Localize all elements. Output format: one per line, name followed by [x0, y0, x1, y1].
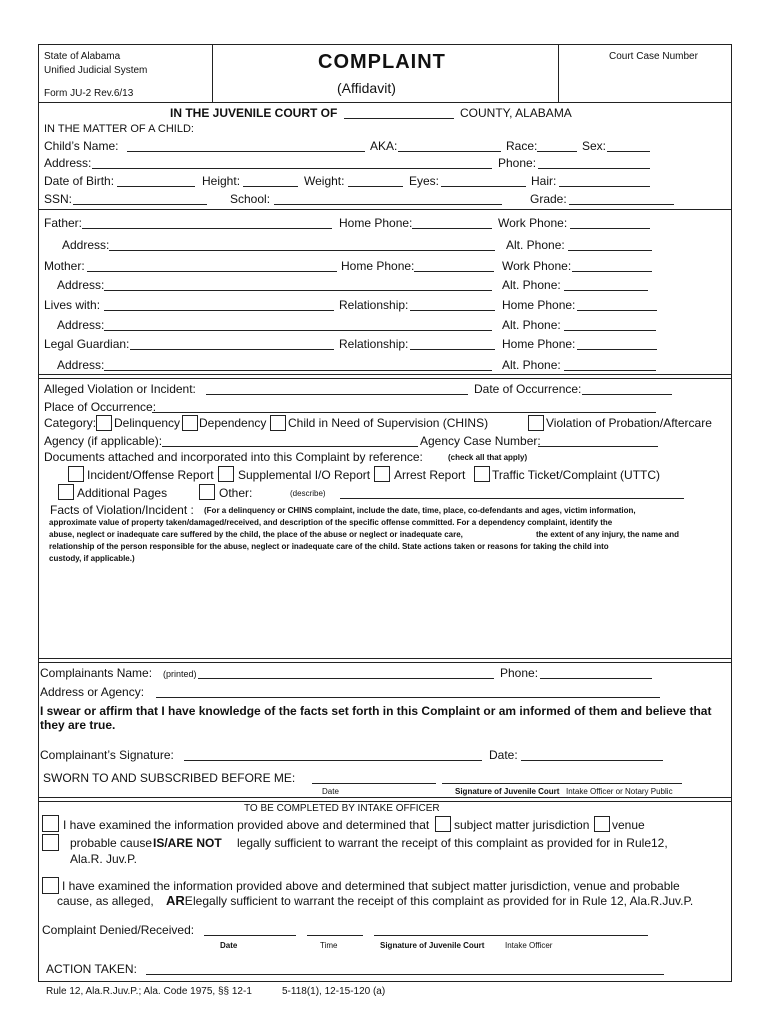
intake-are-bold: AR — [166, 893, 185, 908]
mother-work-phone-field[interactable] — [572, 260, 652, 272]
race-label: Race: — [506, 139, 538, 153]
intake-p2-c: legally sufficient to warrant the receipt of this complaint as provided for in Rule 12, Ala.R.Juv.P. — [193, 894, 694, 908]
place-label: Place of Occurrence: — [44, 400, 157, 414]
section-divider — [38, 797, 732, 802]
intake-date-field[interactable] — [204, 924, 296, 936]
probable-cause-checkbox[interactable] — [42, 834, 59, 851]
guardian-field[interactable] — [130, 338, 334, 350]
intake-pc-label: probable cause — [70, 836, 153, 850]
aka-field[interactable] — [398, 140, 501, 152]
dob-field[interactable] — [117, 175, 195, 187]
intake-signature-field[interactable] — [374, 924, 648, 936]
facts-label: Facts of Violation/Incident : — [50, 503, 194, 517]
intake-time-field[interactable] — [307, 924, 363, 936]
agency-label: Agency (if applicable): — [44, 434, 163, 448]
father-address-label: Address: — [62, 238, 110, 252]
sworn-signature-field[interactable] — [442, 772, 682, 784]
complaint-status-label: Complaint Denied/Received: — [42, 923, 195, 937]
agency-case-label: Agency Case Number: — [420, 434, 541, 448]
body-border-left — [38, 103, 39, 801]
complainant-address-label: Address or Agency: — [40, 685, 145, 699]
not-sufficient-checkbox[interactable] — [42, 815, 59, 832]
facts-instruction-3a: abuse, neglect or inadequate care suffered by the child, the place of the abuse or neglect or inadequate care, — [49, 530, 463, 539]
weight-field[interactable] — [348, 175, 403, 187]
sworn-signature-caption-bold: Signature of Juvenile Court — [455, 787, 560, 796]
sex-label: Sex: — [582, 139, 607, 153]
mother-work-phone-label: Work Phone: — [502, 259, 572, 273]
intake-border-left — [38, 801, 39, 981]
action-taken-field[interactable] — [146, 963, 664, 975]
father-home-phone-field[interactable] — [412, 217, 492, 229]
dob-label: Date of Birth: — [44, 174, 115, 188]
footer-code: 5-118(1), 12-15-120 (a) — [282, 986, 386, 997]
complainant-name-label: Complainants Name: — [40, 666, 153, 680]
agency-case-field[interactable] — [538, 435, 658, 447]
county-field[interactable] — [344, 107, 454, 119]
sufficient-checkbox[interactable] — [42, 877, 59, 894]
guardian-home-phone-field[interactable] — [577, 338, 657, 350]
court-line-prefix: IN THE JUVENILE COURT OF — [170, 106, 338, 120]
hair-field[interactable] — [559, 175, 650, 187]
date-occurrence-label: Date of Occurrence: — [474, 382, 582, 396]
alleged-label: Alleged Violation or Incident: — [44, 382, 196, 396]
incident-report-label: Incident/Offense Report — [87, 468, 214, 482]
body-border-right — [731, 103, 732, 801]
oath-statement: I swear or affirm that I have knowledge of the facts set forth in this Complaint or am informed of them and believe that they are true. — [40, 704, 712, 732]
venue-checkbox[interactable] — [594, 816, 610, 832]
category-label: Category: — [44, 416, 97, 430]
date-occurrence-field[interactable] — [582, 383, 672, 395]
chins-checkbox[interactable] — [270, 415, 286, 431]
guardian-label: Legal Guardian: — [44, 337, 130, 351]
mother-address-field[interactable] — [104, 279, 492, 291]
height-field[interactable] — [243, 175, 298, 187]
lives-with-alt-phone-label: Alt. Phone: — [502, 318, 561, 332]
ssn-label: SSN: — [44, 192, 73, 206]
intake-p2-a: I have examined the information provided above and determined that subject matter jurisdiction, venue and probable — [62, 879, 680, 893]
intake-heading: TO BE COMPLETED BY INTAKE OFFICER — [244, 803, 440, 814]
facts-instruction-4: relationship of the person responsible for the abuse, neglect or inadequate care of the child. State actions taken or reasons for taking the child into — [49, 542, 609, 551]
agency-field[interactable] — [162, 435, 418, 447]
grade-field[interactable] — [569, 193, 674, 205]
supplemental-label: Supplemental I/O Report — [238, 468, 371, 482]
additional-pages-label: Additional Pages — [77, 486, 168, 500]
other-describe-field[interactable] — [340, 487, 684, 499]
footer-rule: Rule 12, Ala.R.Juv.P.; Ala. Code 1975, §§ 12-1 — [46, 986, 252, 997]
complainant-date-label: Date: — [489, 748, 518, 762]
father-alt-phone-label: Alt. Phone: — [506, 238, 565, 252]
lives-with-label: Lives with: — [44, 298, 101, 312]
father-address-field[interactable] — [109, 239, 495, 251]
father-home-phone-label: Home Phone: — [339, 216, 413, 230]
dependency-checkbox[interactable] — [182, 415, 198, 431]
mother-address-label: Address: — [57, 278, 105, 292]
facts-instruction-1: (For a delinquency or CHINS complaint, include the date, time, place, co-defendants and ages, victim information, — [204, 506, 636, 515]
school-label: School: — [230, 192, 271, 206]
lives-with-home-phone-field[interactable] — [577, 299, 657, 311]
facts-instruction-2: approximate value of property taken/damaged/received, and description of the specific offense committed. For a dependency complaint, identify the — [49, 518, 613, 527]
complainant-phone-label: Phone: — [500, 666, 539, 680]
intake-p1-a: I have examined the information provided above and determined that — [63, 818, 430, 832]
intake-date-caption: Date — [220, 941, 238, 950]
mother-alt-phone-label: Alt. Phone: — [502, 278, 561, 292]
system-label: Unified Judicial System — [44, 65, 148, 76]
guardian-home-phone-label: Home Phone: — [502, 337, 576, 351]
facts-instruction-5: custody, if applicable.) — [49, 554, 135, 563]
race-field[interactable] — [537, 140, 577, 152]
intake-venue-label: venue — [612, 818, 645, 832]
intake-p2-b: cause, as alleged, — [57, 894, 154, 908]
weight-label: Weight: — [304, 174, 345, 188]
sworn-signature-caption: Intake Officer or Notary Public — [566, 787, 673, 796]
lives-with-address-field[interactable] — [104, 319, 492, 331]
child-name-field[interactable] — [127, 140, 365, 152]
mother-label: Mother: — [44, 259, 85, 273]
sex-field[interactable] — [607, 140, 650, 152]
delinquency-label: Delinquency — [114, 416, 181, 430]
header-divider-right — [558, 44, 559, 103]
arrest-label: Arrest Report — [394, 468, 466, 482]
father-alt-phone-field[interactable] — [568, 239, 652, 251]
describe-note: (describe) — [290, 489, 326, 498]
child-phone-field[interactable] — [538, 157, 650, 169]
probation-checkbox[interactable] — [528, 415, 544, 431]
intake-are-e: E — [184, 894, 193, 908]
complainant-signature-label: Complainant’s Signature: — [40, 748, 174, 762]
intake-signature-caption-bold: Signature of Juvenile Court — [380, 941, 485, 950]
ssn-field[interactable] — [73, 193, 207, 205]
incident-report-checkbox[interactable] — [68, 466, 84, 482]
lives-with-field[interactable] — [104, 299, 334, 311]
docs-attached-label: Documents attached and incorporated into this Complaint by reference: — [44, 450, 423, 464]
father-work-phone-label: Work Phone: — [498, 216, 568, 230]
aka-label: AKA: — [370, 139, 398, 153]
intake-p1-b: legally sufficient to warrant the receipt of this complaint as provided for in Rule12, — [237, 836, 668, 850]
lives-with-alt-phone-field[interactable] — [564, 319, 656, 331]
section-divider — [38, 374, 732, 379]
other-checkbox[interactable] — [199, 484, 215, 500]
child-phone-label: Phone: — [498, 156, 537, 170]
mother-home-phone-field[interactable] — [414, 260, 494, 272]
father-work-phone-field[interactable] — [570, 217, 650, 229]
header-divider-left — [212, 44, 213, 103]
alleged-field[interactable] — [206, 383, 468, 395]
guardian-relationship-field[interactable] — [410, 338, 495, 350]
sworn-date-caption: Date — [322, 787, 339, 796]
intake-bottom-border — [38, 981, 732, 982]
probation-label: Violation of Probation/Aftercare — [546, 416, 712, 430]
state-label: State of Alabama — [44, 51, 121, 62]
chins-label: Child in Need of Supervision (CHINS) — [288, 416, 489, 430]
additional-pages-checkbox[interactable] — [58, 484, 74, 500]
father-field[interactable] — [82, 217, 332, 229]
page-subtitle: (Affidavit) — [337, 80, 396, 96]
intake-time-caption: Time — [320, 941, 338, 950]
father-label: Father: — [44, 216, 83, 230]
lives-with-relationship-field[interactable] — [410, 299, 495, 311]
mother-alt-phone-field[interactable] — [564, 279, 648, 291]
intake-smj-label: subject matter jurisdiction — [454, 818, 590, 832]
complainant-address-field[interactable] — [156, 686, 660, 698]
facts-text-area[interactable] — [44, 568, 728, 656]
lives-with-home-phone-label: Home Phone: — [502, 298, 576, 312]
child-address-label: Address: — [44, 156, 92, 170]
page-title: COMPLAINT — [318, 51, 446, 73]
intake-signature-caption: Intake Officer — [505, 941, 553, 950]
guardian-alt-phone-field[interactable] — [564, 359, 656, 371]
eyes-field[interactable] — [441, 175, 526, 187]
court-line-suffix: COUNTY, ALABAMA — [460, 106, 572, 120]
supplemental-checkbox[interactable] — [218, 466, 234, 482]
facts-instruction-3b: the extent of any injury, the name and — [536, 530, 679, 539]
traffic-checkbox[interactable] — [474, 466, 490, 482]
intake-border-right — [731, 801, 732, 981]
lives-with-address-label: Address: — [57, 318, 105, 332]
matter-label: IN THE MATTER OF A CHILD: — [44, 123, 194, 135]
intake-p2-are — [166, 893, 193, 908]
smj-checkbox[interactable] — [435, 816, 451, 832]
place-field[interactable] — [152, 401, 656, 413]
complainant-name-field[interactable] — [198, 667, 494, 679]
height-label: Height: — [202, 174, 241, 188]
divider — [38, 209, 732, 210]
eyes-label: Eyes: — [409, 174, 440, 188]
printed-note: (printed) — [163, 669, 197, 679]
check-all-note: (check all that apply) — [448, 453, 528, 462]
mother-field[interactable] — [87, 260, 337, 272]
child-address-field[interactable] — [92, 157, 492, 169]
complainant-signature-field[interactable] — [184, 749, 482, 761]
other-label: Other: — [219, 486, 253, 500]
intake-isnot: IS/ARE NOT — [153, 836, 222, 850]
school-field[interactable] — [274, 193, 502, 205]
dependency-label: Dependency — [199, 416, 267, 430]
arrest-checkbox[interactable] — [374, 466, 390, 482]
section-divider — [38, 658, 732, 663]
child-name-label: Child’s Name: — [44, 139, 119, 153]
guardian-address-field[interactable] — [104, 359, 492, 371]
hair-label: Hair: — [531, 174, 557, 188]
intake-p1-c: Ala.R. Juv.P. — [70, 852, 137, 866]
action-taken-label: ACTION TAKEN: — [46, 962, 137, 976]
sworn-label: SWORN TO AND SUBSCRIBED BEFORE ME: — [43, 771, 296, 785]
case-number-label: Court Case Number — [609, 51, 698, 62]
form-id: Form JU-2 Rev.6/13 — [44, 88, 134, 99]
complainant-date-field[interactable] — [521, 749, 663, 761]
guardian-alt-phone-label: Alt. Phone: — [502, 358, 561, 372]
mother-home-phone-label: Home Phone: — [341, 259, 415, 273]
guardian-address-label: Address: — [57, 358, 105, 372]
guardian-relationship-label: Relationship: — [339, 337, 409, 351]
grade-label: Grade: — [530, 192, 567, 206]
lives-with-relationship-label: Relationship: — [339, 298, 409, 312]
delinquency-checkbox[interactable] — [96, 415, 112, 431]
sworn-date-field[interactable] — [312, 772, 436, 784]
complainant-phone-field[interactable] — [540, 667, 652, 679]
traffic-label: Traffic Ticket/Complaint (UTTC) — [492, 468, 661, 482]
